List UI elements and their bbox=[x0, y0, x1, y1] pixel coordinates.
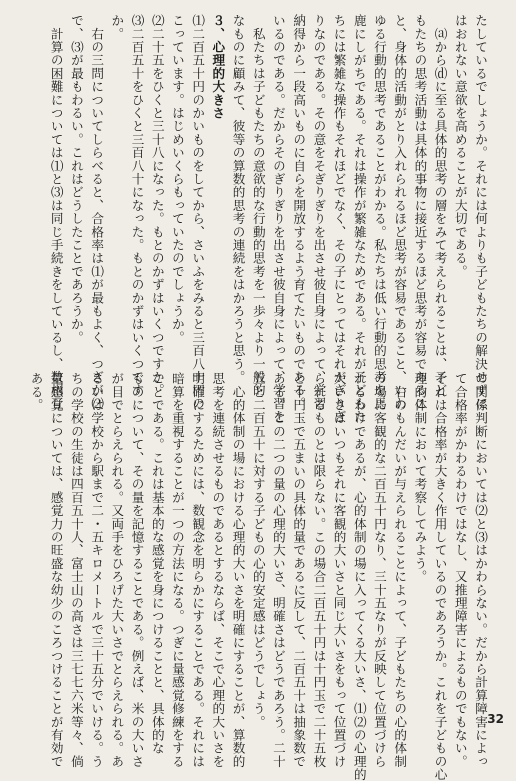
page-number: 32 bbox=[487, 712, 504, 726]
text-line: と、身体的活動がとり入れられるほど思考が容易であること、いわ bbox=[392, 14, 408, 410]
text-line: それは合格率が大きく作用しているのであろうか。これを子どもの心 bbox=[432, 372, 448, 781]
text-line: ちには繁雑な操作もそれほどでなく、その子にとってはそれがぎりぎ bbox=[331, 14, 347, 424]
text-line: ある。この二つの量の心理的大いさ、明確さはどうであろう。二十 bbox=[270, 372, 286, 768]
text-line: いるのである。だからそのぎりぎりを出させ彼自身によって、学習を bbox=[270, 14, 286, 424]
text-line: で、⑶が最もわるい。これはどうしたことであろうか。 bbox=[68, 14, 84, 344]
text-line: 納得から一段高いものに自らを開放するよう育てたいものである。 bbox=[291, 14, 307, 410]
text-line: るいは学校から駅まで二・五キロメートルで三十五分でいける。う bbox=[89, 372, 105, 768]
text-line: 明確にするためには、数観念を明らかにすることである。それには bbox=[190, 372, 206, 768]
lower-text-block bbox=[25, 372, 490, 781]
text-line: 理的体制において考察してみよう。 bbox=[412, 372, 428, 584]
text-line: ある。 bbox=[28, 372, 44, 412]
text-line: れるわけであるが、心的体制の場に入ってくる大いさ、⑴⑵の心理的 bbox=[351, 372, 367, 781]
text-line: と十円玉で五まいの具体的量であるに反して、二百五十は抽象数で bbox=[291, 372, 307, 768]
text-line: 暗算を重視することが一つの方法になる。つぎに量感覚修練をする bbox=[169, 372, 185, 768]
text-line: 鹿にしがちである。それは操作が繁雑なためである。それが子どもた bbox=[351, 14, 367, 424]
text-line: たしているでしょうか。それには何よりも子どもたちの解決せずに bbox=[473, 14, 488, 410]
text-line: はおれない意欲を高めることが大切である。 bbox=[452, 14, 468, 278]
section-divider bbox=[22, 356, 496, 357]
section-heading: ３、心理的大きさ bbox=[210, 14, 226, 120]
upper-text-block bbox=[46, 14, 490, 424]
text-line: ⒜から⒟に至る具体的思考の層をみて考えられることは、子ど bbox=[432, 14, 448, 397]
text-line: 右の三問についてしらべると、合格率は⑴が最もよく、つぎが⑵ bbox=[89, 14, 105, 410]
text-line: 量感覚については、感覚力の旺盛な幼少のころつけることが有効で bbox=[48, 372, 64, 768]
text-line: 計算の困難については⑴と⑶は同じ手続きをしているし、数相互 bbox=[48, 14, 64, 410]
problem-item: ⑴二百五十円のかいものをしてから、さいふをみると三百八十円の bbox=[190, 14, 206, 410]
problem-item: ⑶二百五十をひくと三百八十になった。もとのかずはいくつです bbox=[129, 14, 145, 397]
text-line: 大いさはいつもそれに客観的大いさと同じ大いさをもって位置づけ bbox=[331, 372, 347, 768]
problem-item: こっています。はじめいくらもっていたのでしょうか。 bbox=[169, 14, 185, 344]
text-line: ことである。これは基本的な感覚を身につけることと、具体的な bbox=[149, 372, 165, 755]
text-line: の場に客観的な二百五十円なり、三十五なりが反映して位置づけら bbox=[371, 372, 387, 768]
text-line: もたちの思考活動は具体的事物に接近するほど思考が容易であるこ bbox=[412, 14, 428, 410]
text-line: なものに顧みて、彼等の算数的思考の連続をはかろうと思う。 bbox=[230, 14, 246, 384]
text-line: 思考を連続させるものであるとするならば、そこで心理的大いさを bbox=[210, 372, 226, 768]
text-line: ちの学校の生徒は四百五十人、富士山の高さは三七七六米等々、倘 bbox=[68, 372, 84, 768]
problem-item: ⑵二十五をひくと三十八になった。もとのかずはいくつですか。 bbox=[149, 14, 165, 397]
text-line: て合格率がかわるわけではなし、又推理障害によるものでもない。 bbox=[452, 372, 468, 768]
text-line: ものについて、その量を記憶することである。例えば、米の大いさ bbox=[129, 372, 145, 768]
text-line: 五と二百五十に対する子どもの心的安定感はどうでしょう。 bbox=[250, 372, 266, 729]
text-line: の関係判断においては⑵と⑶はかわらない。だから計算障害によっ bbox=[473, 372, 488, 768]
text-line: ゆる行動的思考であることがわかる。私たちは低い行動的思考を馬 bbox=[371, 14, 387, 410]
text-line: 右のもんだいが与えられることによって、子どもたちの心的体制 bbox=[392, 372, 408, 768]
text-line: が目でとらえられる。又両手をひろげた大いさでとらえられる。あ bbox=[109, 372, 125, 768]
text-line: 心的体制の場における心理的大いさを明確にすることが、算数的 bbox=[230, 372, 246, 768]
problem-item: か。 bbox=[109, 14, 125, 41]
text-line: 私たちは子どもたちの意欲的な行動的思考を一歩々より一般的 bbox=[250, 14, 266, 397]
text-line: られるものとは限らない。この場合二百五十円は十円玉で二十五枚 bbox=[311, 372, 327, 768]
text-line: りなのである。その意をそぎりぎりを出させ彼自身によって、学習 bbox=[311, 14, 327, 410]
